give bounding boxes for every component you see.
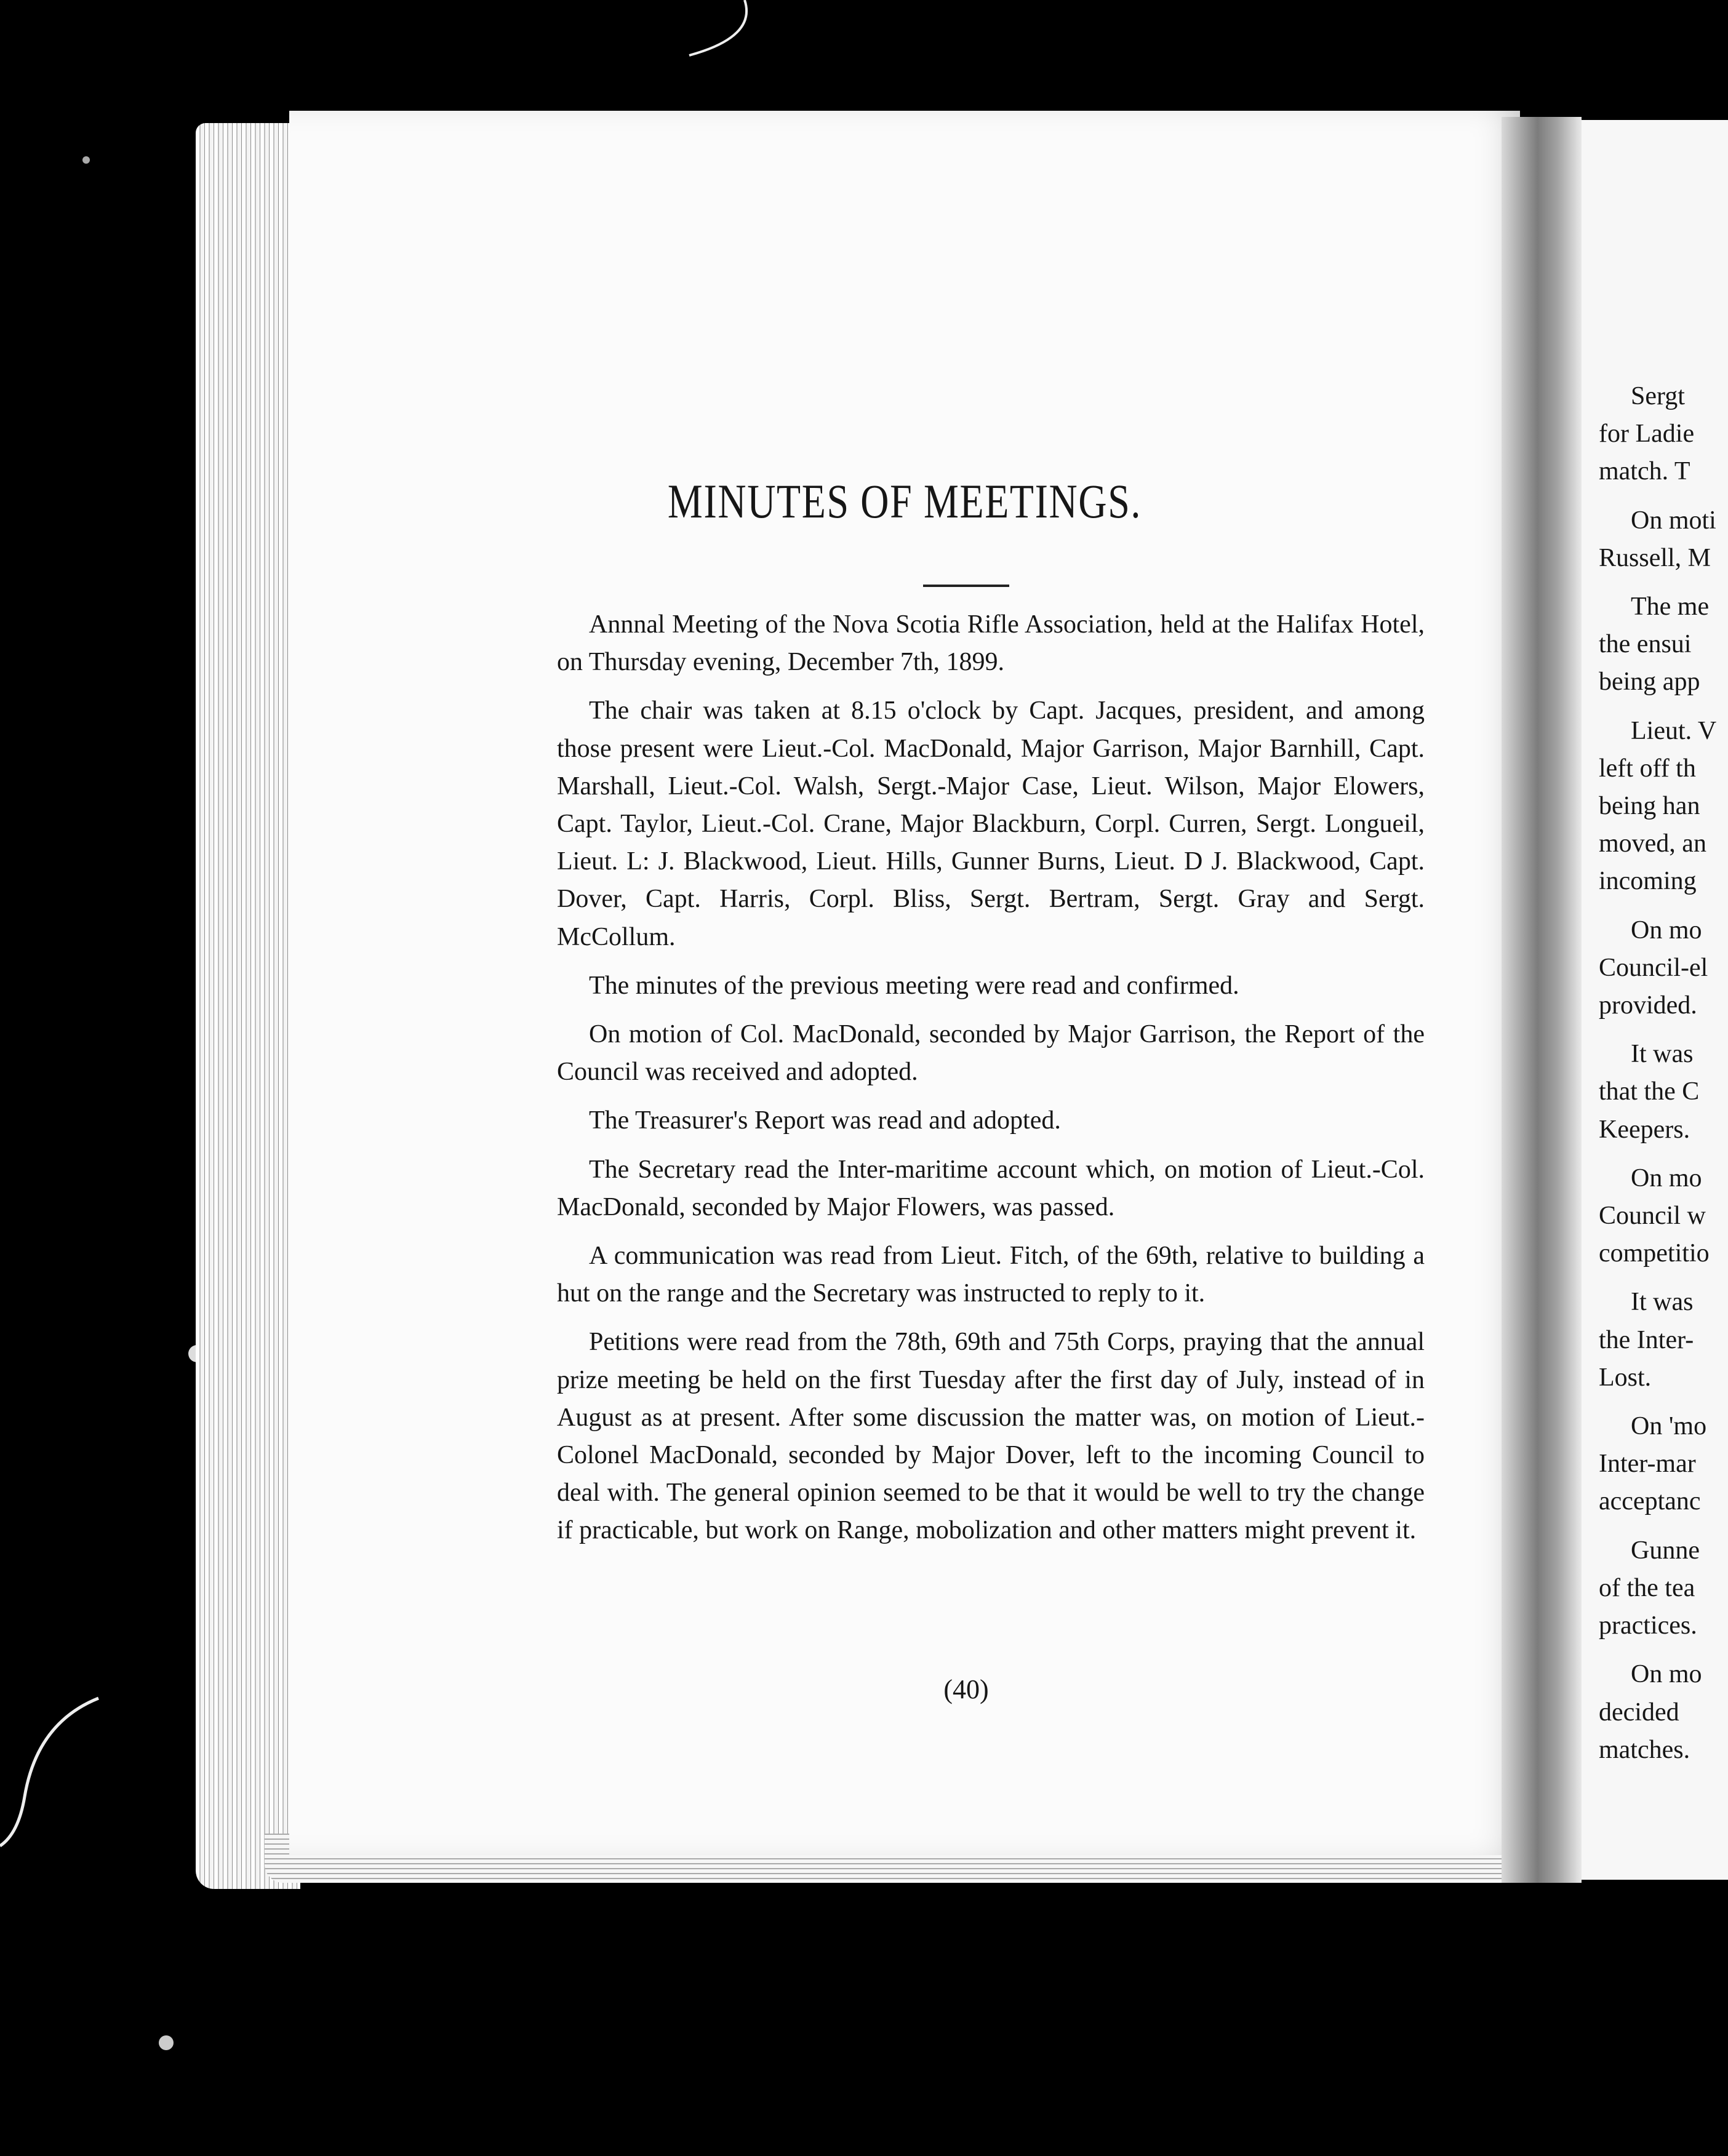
paragraph: The minutes of the previous meeting were read and confirmed. — [589, 971, 1239, 1000]
page-number: (40) — [943, 1674, 989, 1704]
paragraph: On motion of Col. MacDonald, seconded by Major Garrison, the Report of the Council was received and adopted. — [557, 1020, 1425, 1087]
facing-line: Sergt — [1631, 382, 1685, 410]
facing-line: Gunne — [1631, 1536, 1700, 1565]
paragraph: Petitions were read from the 78th, 69th and 75th Corps, praying that the annual prize meeting be held on the first Tuesday after the first day of July, instead of in August as at present. After some discussion the matter was, on motion of Lieut.-Colonel MacDonald, seconded by Major Dover, left to the incoming Council to deal with. The general opinion seemed to be that it would be well to try the change if practicable, but work on Range, mobolization and other matters might prevent it. — [557, 1328, 1425, 1545]
facing-line: being app — [1599, 668, 1700, 697]
facing-paragraph — [1599, 1532, 1728, 1645]
facing-line: of the tea — [1599, 1573, 1695, 1602]
facing-line: that the C — [1599, 1077, 1700, 1106]
facing-line: practices. — [1599, 1611, 1697, 1640]
title-rule — [923, 585, 1009, 587]
facing-page-text — [1599, 378, 1728, 1780]
facing-line: the Inter- — [1599, 1325, 1694, 1354]
page-title: MINUTES OF MEETINGS. — [667, 474, 1142, 528]
facing-line: Keepers. — [1599, 1115, 1690, 1144]
facing-paragraph — [1599, 713, 1728, 901]
facing-line: competitio — [1599, 1239, 1710, 1268]
facing-line: moved, an — [1599, 829, 1706, 858]
facing-paragraph — [1599, 912, 1728, 1025]
facing-line: On mo — [1631, 1660, 1702, 1689]
facing-line: It was — [1631, 1040, 1694, 1069]
facing-line: matches. — [1599, 1735, 1690, 1764]
facing-line: On moti — [1631, 506, 1716, 535]
facing-paragraph — [1599, 1656, 1728, 1769]
facing-line: Inter-mar — [1599, 1450, 1696, 1479]
facing-line: It was — [1631, 1288, 1694, 1317]
facing-line: the ensui — [1599, 630, 1692, 659]
facing-line: Lieut. V — [1631, 716, 1717, 745]
paragraph: Annnal Meeting of the Nova Scotia Rifle Association, held at the Halifax Hotel, on Thursday evening, December 7th, 1899. — [557, 610, 1425, 677]
minutes-body — [557, 606, 1425, 1561]
facing-line: On 'mo — [1631, 1412, 1707, 1441]
facing-line: Council w — [1599, 1202, 1706, 1231]
book-gutter — [1502, 117, 1582, 1883]
facing-line: Council-el — [1599, 953, 1708, 982]
facing-line: for Ladie — [1599, 420, 1695, 449]
facing-line: acceptanc — [1599, 1487, 1701, 1516]
facing-line: decided — [1599, 1698, 1679, 1727]
paragraph: The chair was taken at 8.15 o'clock by Capt. Jacques, president, and among those present were Lieut.-Col. MacDonald, Major Garrison, Major Barnhill, Capt. Marshall, Lieut.-Col. Walsh, Sergt.-Major Case, Lieut. Wilson, Major Elowers, Capt. Taylor, Lieut.-Col. Crane, Major Blackburn, Corpl. Curren, Sergt. Longueil, Lieut. L: J. Blackwood, Lieut. Hills, Gunner Burns, Lieut. D J. Blackwood, Capt. Dover, Capt. Harris, Corpl. Bliss, Sergt. Bertram, Sergt. Gray and Sergt. McCollum. — [557, 697, 1425, 951]
paragraph: The Secretary read the Inter-maritime account which, on motion of Lieut.-Col. MacDonald, seconded by Major Flowers, was passed. — [557, 1155, 1425, 1221]
facing-line: being han — [1599, 792, 1700, 821]
facing-line: left off th — [1599, 754, 1696, 783]
facing-paragraph — [1599, 1408, 1728, 1521]
paragraph: The Treasurer's Report was read and adopted. — [589, 1106, 1061, 1135]
facing-line: match. T — [1599, 457, 1690, 486]
facing-paragraph — [1599, 378, 1728, 491]
facing-paragraph — [1599, 1160, 1728, 1273]
paragraph: A communication was read from Lieut. Fitch, of the 69th, relative to building a hut on the range and the Secretary was instructed to reply to it. — [557, 1242, 1425, 1308]
page-edges-left — [196, 123, 300, 1889]
facing-paragraph — [1599, 502, 1728, 577]
facing-line: On mo — [1631, 916, 1702, 944]
facing-paragraph — [1599, 1036, 1728, 1149]
facing-line: provided. — [1599, 991, 1697, 1020]
facing-paragraph — [1599, 1284, 1728, 1397]
facing-line: Lost. — [1599, 1363, 1652, 1392]
facing-line: incoming — [1599, 867, 1697, 896]
facing-line: Russell, M — [1599, 543, 1711, 572]
facing-line: The me — [1631, 593, 1710, 621]
facing-line: On mo — [1631, 1164, 1702, 1192]
facing-paragraph — [1599, 588, 1728, 701]
